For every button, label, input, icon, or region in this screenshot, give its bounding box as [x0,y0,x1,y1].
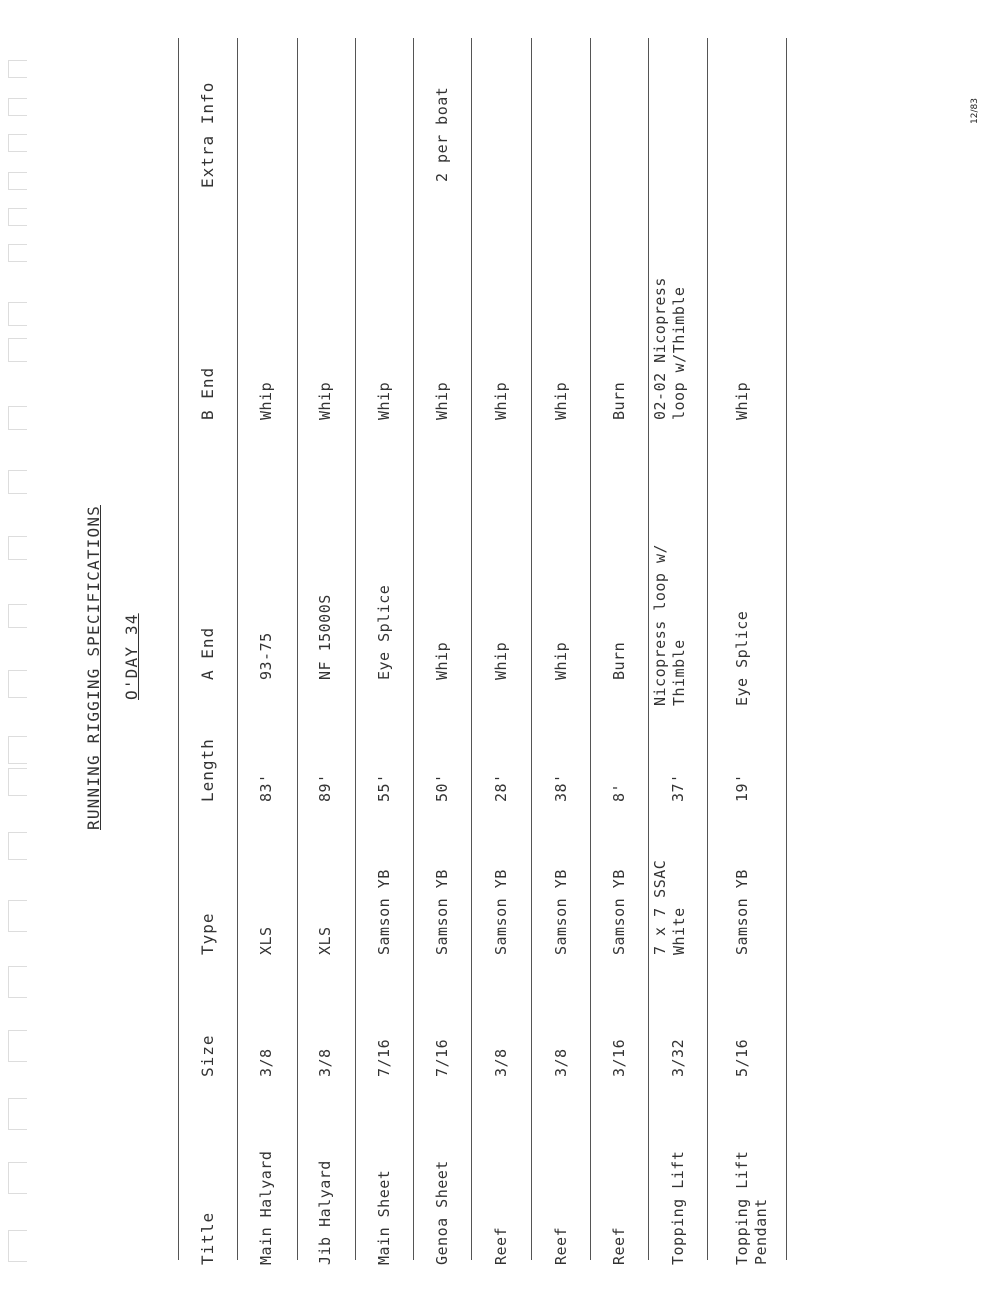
binder-hole [8,406,27,430]
binder-hole [8,208,27,226]
cell-length: 38' [552,773,570,802]
table-rule [471,38,472,1260]
cell-length: 50' [433,773,451,802]
cell-size: 3/16 [610,1038,628,1077]
cell-title: Topping Lift [669,1150,687,1265]
cell-a-end: Burn [610,641,628,680]
cell-extra-info: 2 per boat [433,86,451,182]
cell-a-end: Eye Splice [733,610,751,706]
cell-b-end: Whip [257,381,275,420]
cell-type: XLS [316,926,334,955]
cell-title: Jib Halyard [316,1160,334,1265]
cell-size: 7/16 [375,1038,393,1077]
cell-title: Topping Lift Pendant [733,1150,770,1265]
header-size: Size [198,1034,217,1077]
binder-hole [8,966,27,998]
table-rule [413,38,414,1260]
cell-b-end: Whip [492,381,510,420]
cell-a-end: Nicopress loop w/ Thimble [651,543,688,706]
table-rule [297,38,298,1260]
cell-length: 37' [669,773,687,802]
binder-hole [8,768,27,796]
binder-hole [8,302,27,326]
cell-length: 8' [610,782,628,802]
cell-a-end: NF 15000S [316,594,334,680]
cell-a-end: Whip [433,641,451,680]
binder-hole [8,470,27,494]
binder-hole [8,832,27,860]
cell-size: 7/16 [433,1038,451,1077]
cell-b-end: Burn [610,381,628,420]
table-rule [178,38,179,1260]
binder-hole [8,1030,27,1062]
document-subtitle: O'DAY 34 [122,613,141,700]
document-title: RUNNING RIGGING SPECIFICATIONS [84,505,103,830]
cell-b-end: Whip [733,381,751,420]
binder-hole [8,604,27,628]
cell-title: Reef [552,1226,570,1265]
binder-hole [8,60,27,78]
cell-b-end: Whip [552,381,570,420]
cell-title: Genoa Sheet [433,1160,451,1265]
binder-hole [8,244,27,262]
cell-size: 3/8 [257,1048,275,1077]
cell-length: 89' [316,773,334,802]
binder-hole [8,98,27,116]
table-rule [531,38,532,1260]
cell-size: 3/32 [669,1038,687,1077]
binder-hole [8,900,27,932]
header-title: Title [198,1211,217,1265]
cell-a-end: Whip [552,641,570,680]
cell-a-end: Whip [492,641,510,680]
cell-type: Samson YB [433,869,451,955]
cell-a-end: 93-75 [257,632,275,680]
cell-b-end: Whip [316,381,334,420]
binder-hole [8,172,27,190]
table-rule [648,38,649,1260]
table-rule [707,38,708,1260]
cell-size: 3/8 [492,1048,510,1077]
binder-hole [8,1162,27,1194]
header-length: Length [198,738,217,802]
cell-type: Samson YB [492,869,510,955]
cell-size: 3/8 [552,1048,570,1077]
date-note: 12/83 [970,98,980,124]
binder-hole [8,134,27,152]
cell-title: Main Halyard [257,1150,275,1265]
table-rule [786,38,787,1260]
cell-size: 5/16 [733,1038,751,1077]
cell-size: 3/8 [316,1048,334,1077]
cell-title: Main Sheet [375,1169,393,1265]
table-rule [237,38,238,1260]
cell-title: Reef [610,1226,628,1265]
table-rule [355,38,356,1260]
cell-length: 19' [733,773,751,802]
binder-hole [8,338,27,362]
cell-type: Samson YB [610,869,628,955]
cell-b-end: Whip [433,381,451,420]
cell-length: 83' [257,773,275,802]
cell-b-end: 02-02 Nicopress loop w/Thimble [651,277,688,420]
table-rule [590,38,591,1260]
cell-type: Samson YB [375,869,393,955]
binder-hole [8,536,27,560]
header-a-end: A End [198,626,217,680]
binder-hole [8,736,27,764]
cell-type: Samson YB [733,869,751,955]
binder-hole [8,1098,27,1130]
cell-b-end: Whip [375,381,393,420]
cell-type: Samson YB [552,869,570,955]
cell-title: Reef [492,1226,510,1265]
cell-type: XLS [257,926,275,955]
header-type: Type [198,912,217,955]
cell-type: 7 x 7 SSAC White [651,859,688,955]
cell-length: 28' [492,773,510,802]
binder-hole [8,670,27,698]
binder-hole [8,1230,27,1262]
cell-a-end: Eye Splice [375,584,393,680]
cell-length: 55' [375,773,393,802]
header-extra-info: Extra Info [198,81,217,188]
header-b-end: B End [198,366,217,420]
